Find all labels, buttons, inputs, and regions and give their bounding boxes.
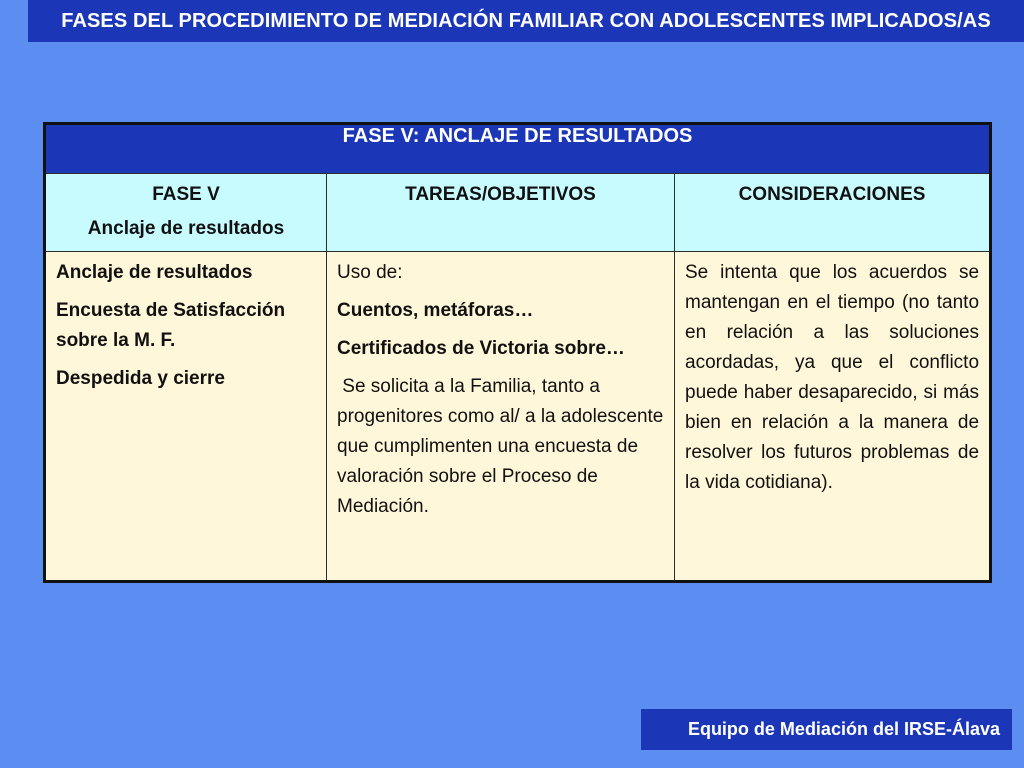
column-header-considerations: [675, 174, 991, 252]
footer-label: Equipo de Mediación del IRSE-Álava: [641, 709, 1012, 750]
column-header-phase-line2: Anclaje de resultados: [87, 218, 285, 239]
phase-items-cell: [45, 252, 327, 582]
table-row: [45, 252, 991, 582]
phase-item: Despedida y cierre: [56, 368, 225, 389]
phase-table: [43, 122, 992, 583]
tasks-paragraph: Se solicita a la Familia, tanto a progenitores como al/ a la adolescente que cumplimenten una encuesta de valoración sobre el Proceso de Mediación.: [337, 376, 669, 517]
column-header-row: [45, 174, 991, 252]
column-header-phase-line1: FASE V: [152, 184, 220, 205]
phase-item: Encuesta de Satisfacción sobre la M. F.: [56, 300, 286, 351]
phase-item: Anclaje de resultados: [56, 262, 253, 283]
column-header-tasks: [327, 174, 675, 252]
column-header-considerations-label: CONSIDERACIONES: [738, 184, 926, 205]
column-header-tasks-label: TAREAS/OBJETIVOS: [405, 184, 596, 205]
table-header: FASE V: ANCLAJE DE RESULTADOS: [45, 124, 991, 174]
tasks-intro: Uso de:: [337, 262, 403, 283]
tasks-item: Certificados de Victoria sobre…: [337, 338, 625, 359]
tasks-item: Cuentos, metáforas…: [337, 300, 534, 321]
slide-title: FASES DEL PROCEDIMIENTO DE MEDIACIÓN FAMILIAR CON ADOLESCENTES IMPLICADOS/AS: [28, 0, 1024, 42]
table-header-row: [45, 124, 991, 174]
column-header-phase: [45, 174, 327, 252]
tasks-cell: [327, 252, 675, 582]
considerations-cell: [675, 252, 991, 582]
considerations-text: Se intenta que los acuerdos se mantengan en el tiempo (no tanto en relación a las soluciones acordadas, ya que el conflicto puede haber desaparecido, si más bien en relación a la manera de resolver los futuros problemas de la vida cotidiana).: [685, 262, 980, 493]
